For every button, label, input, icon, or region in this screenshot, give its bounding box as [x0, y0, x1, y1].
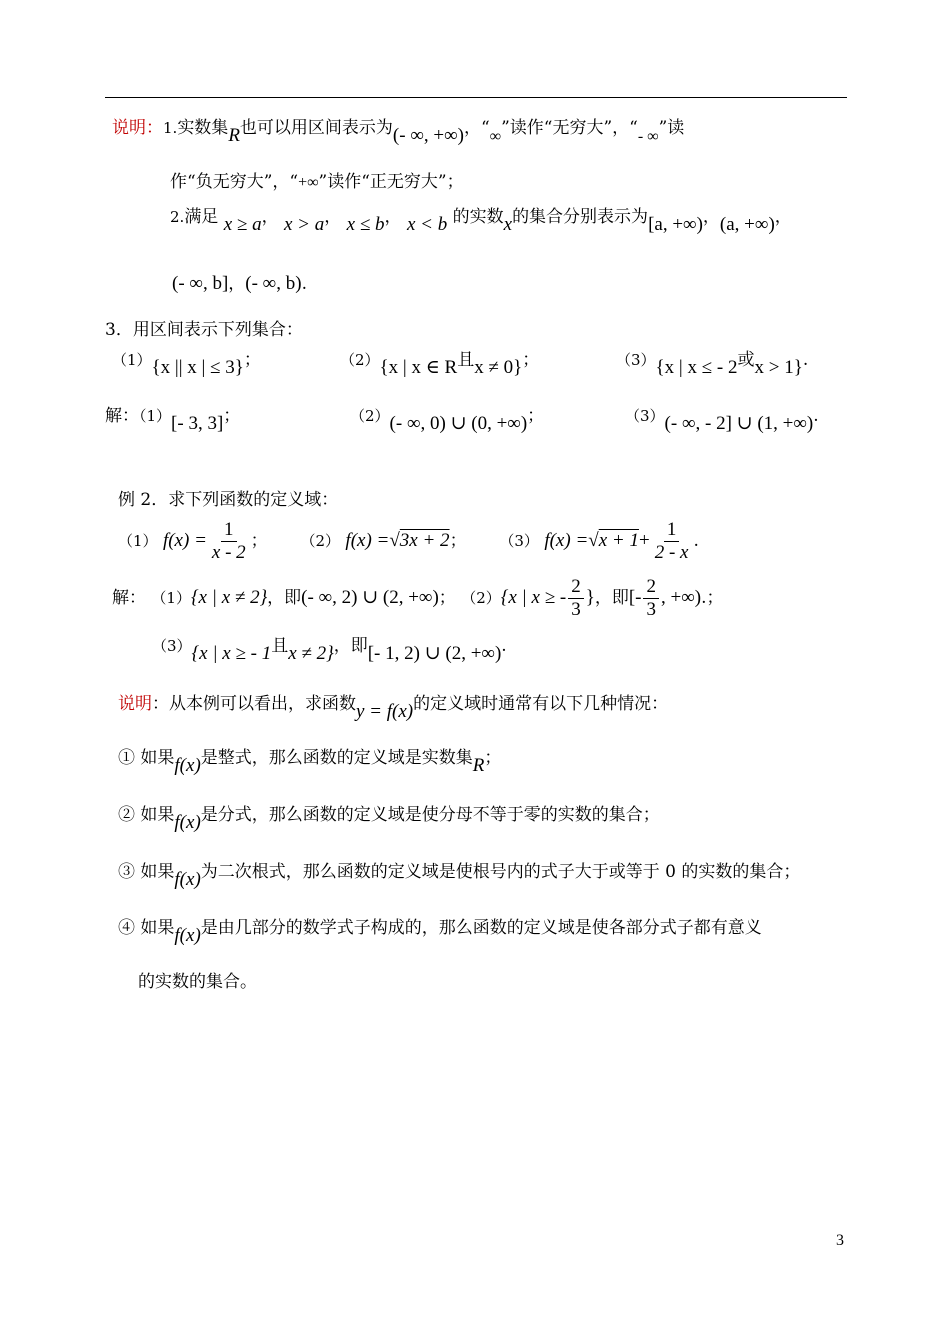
case-3: ③ 如果f(x)为二次根式，那么函数的定义域是使根号内的式子大于或等于 0 的实数的集合；	[118, 862, 801, 890]
fraction: $\frac{2}{3}$	[568, 576, 584, 621]
note2-intro: 说明：从本例可以看出，求函数y = f(x)的定义域时通常有以下几种情况：	[118, 694, 669, 722]
note1-line4: (- ∞, b]，(- ∞, b).	[172, 273, 307, 294]
q3-item2: （2）{x | x ∈ R且x ≠ 0}；	[340, 350, 540, 378]
sqrt-sign: √	[588, 530, 599, 551]
case-4: ④ 如果f(x)是由几部分的数学式子构成的，那么函数的定义域是使各部分式子都有意义	[118, 918, 762, 946]
q3-item1: （1）{x || x | ≤ 3}；	[112, 350, 261, 378]
sqrt-sign: √	[389, 530, 400, 551]
ex2-functions: （1） f(x) = $\frac{1}{x - 2}$ ； （2） f(x) =√3x + 2； （3） f(x) =√x + 1+ $\frac{1}{2 - x}$ .	[118, 519, 699, 563]
q3-answer2: （2）(- ∞, 0) ∪ (0, +∞)；	[350, 406, 545, 434]
ex2-solution1: 解： （1）{x | x ≠ 2}，即(- ∞, 2) ∪ (2, +∞)； （2）{x | x ≥ - $\frac{2}{3}$ }，即[- $\frac{2}{3}$ , +∞).；	[112, 576, 724, 620]
fraction: $\frac{2}{3}$	[643, 576, 659, 621]
note1-line2: 作“负无穷大”，“+∞”读作“正无穷大”；	[170, 172, 464, 192]
note1-line3: 2.满足 x ≥ a， x > a， x ≤ b， x < b 的实数x的集合分别表示为[a, +∞)，(a, +∞)，	[170, 207, 792, 235]
q3-answer3: （3）(- ∞, - 2] ∪ (1, +∞).	[625, 406, 819, 434]
q3-item3: （3）{x | x ≤ - 2或x > 1}.	[616, 350, 809, 378]
page-number: 3	[836, 1232, 844, 1249]
note-label: 说明	[118, 694, 152, 714]
header-rule	[105, 97, 847, 98]
case-4-continued: 的实数的集合。	[138, 972, 257, 992]
note1-line1: 说明：1.实数集R也可以用区间表示为(- ∞, +∞)，“∞”读作“无穷大”，“- ∞”读	[112, 118, 685, 146]
example2-title: 例 2．求下列函数的定义域：	[118, 490, 339, 510]
note-label: 说明：	[112, 118, 163, 138]
case-1: ① 如果f(x)是整式，那么函数的定义域是实数集R；	[118, 748, 502, 776]
fraction: $\frac{1}{x - 2}$	[211, 519, 246, 563]
fraction: $\frac{1}{2 - x}$	[654, 519, 689, 563]
case-2: ② 如果f(x)是分式，那么函数的定义域是使分母不等于零的实数的集合；	[118, 805, 660, 833]
ex2-solution2: （3）{x | x ≥ - 1且x ≠ 2}，即[- 1, 2) ∪ (2, +∞).	[152, 636, 507, 664]
q3-answer1: 解：（1）[- 3, 3]；	[105, 406, 241, 434]
section3-title: 3．用区间表示下列集合：	[105, 320, 303, 340]
